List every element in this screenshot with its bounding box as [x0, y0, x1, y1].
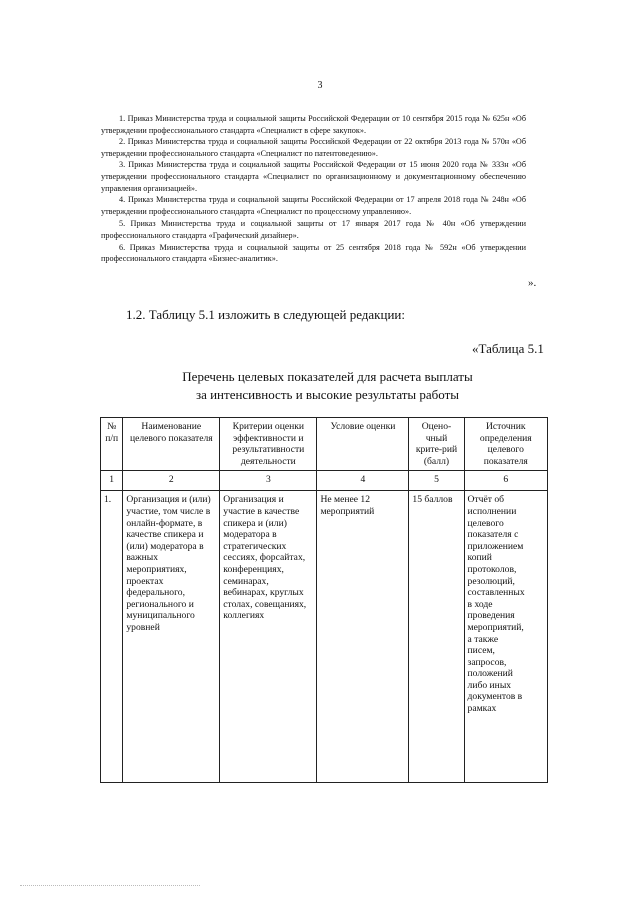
row-source [464, 491, 547, 783]
table-title-line: Перечень целевых показателей для расчета выплаты [182, 369, 473, 384]
column-numbers-row [101, 471, 548, 491]
column-number: 6 [464, 471, 547, 491]
column-number: 2 [123, 471, 220, 491]
row-score: 15 баллов [409, 491, 464, 783]
table-title-line: за интенсивность и высокие результаты работы [195, 387, 460, 402]
page-number: 3 [317, 80, 323, 91]
paragraph-1-2: 1.2. Таблицу 5.1 изложить в следующей редакции: [126, 307, 405, 322]
header-num: № п/п [101, 418, 123, 471]
row-criteria: Организация и участие в качестве спикера и (или) модератора в стратегических сессиях, форсайтах, конференциях, семинарах, вебинарах, круглых столах, совещаниях, коллегиях [220, 491, 317, 783]
table-row [101, 491, 548, 783]
closing-quote: ». [528, 277, 537, 289]
reference-item: 2. Приказ Министерства труда и социальной защиты Российской Федерации от 22 октября 2013 года № 570н «Об утверждении профессионального стандарта «Специалист по патентоведению». [101, 137, 526, 158]
header-source: Источник определения целевого показателя [464, 418, 547, 471]
scan-artifact-line [20, 885, 200, 887]
indicators-table [100, 417, 548, 783]
header-criteria: Критерии оценки эффективности и результативности деятельности [220, 418, 317, 471]
row-source-text: Отчёт об исполнении целевого показателя с приложением копий протоколов, резолюций, составленных в ходе проведения мероприятий, а также писем, запросов, положений либо иных документов в рамках [467, 494, 525, 715]
row-condition: Не менее 12 мероприятий [317, 491, 409, 783]
table-title [110, 368, 545, 404]
reference-item: 1. Приказ Министерства труда и социальной защиты Российской Федерации от 10 сентября 2015 года № 625н «Об утверждении профессионального стандарта «Специалист в сфере закупок». [101, 114, 526, 135]
reference-item: 4. Приказ Министерства труда и социальной защиты Российской Федерации от 17 апреля 2018 года № 248н «Об утверждении профессионального стандарта «Специалист по процессному управлению». [101, 195, 526, 216]
table-label: «Таблица 5.1 [472, 341, 544, 356]
header-score: Оцено-чный крите-рий (балл) [409, 418, 464, 471]
header-name: Наименование целевого показателя [123, 418, 220, 471]
row-name: Организация и (или) участие, том числе в онлайн-формате, в качестве спикера и (или) модератора в важных мероприятиях, проектах федерального, регионального и муниципального уровней [123, 491, 220, 783]
table-header-row [101, 418, 548, 471]
column-number: 1 [101, 471, 123, 491]
header-condition: Условие оценки [317, 418, 409, 471]
references-list [101, 113, 526, 265]
column-number: 4 [317, 471, 409, 491]
column-number: 5 [409, 471, 464, 491]
reference-item: 5. Приказ Министерства труда и социальной защиты от 17 января 2017 года № 40н «Об утверждении профессионального стандарта «Графический дизайнер». [101, 219, 526, 240]
reference-item: 6. Приказ Министерства труда и социальной защиты от 25 сентября 2018 года № 592н «Об утверждении профессионального стандарта «Бизнес-аналитик». [101, 242, 526, 264]
row-num: 1. [101, 491, 123, 783]
column-number: 3 [220, 471, 317, 491]
reference-item: 3. Приказ Министерства труда и социальной защиты Российской Федерации от 15 июня 2020 года № 333н «Об утверждении профессионального стандарта «Специалист по организационному и документационному обеспечению управления организацией». [101, 160, 526, 193]
